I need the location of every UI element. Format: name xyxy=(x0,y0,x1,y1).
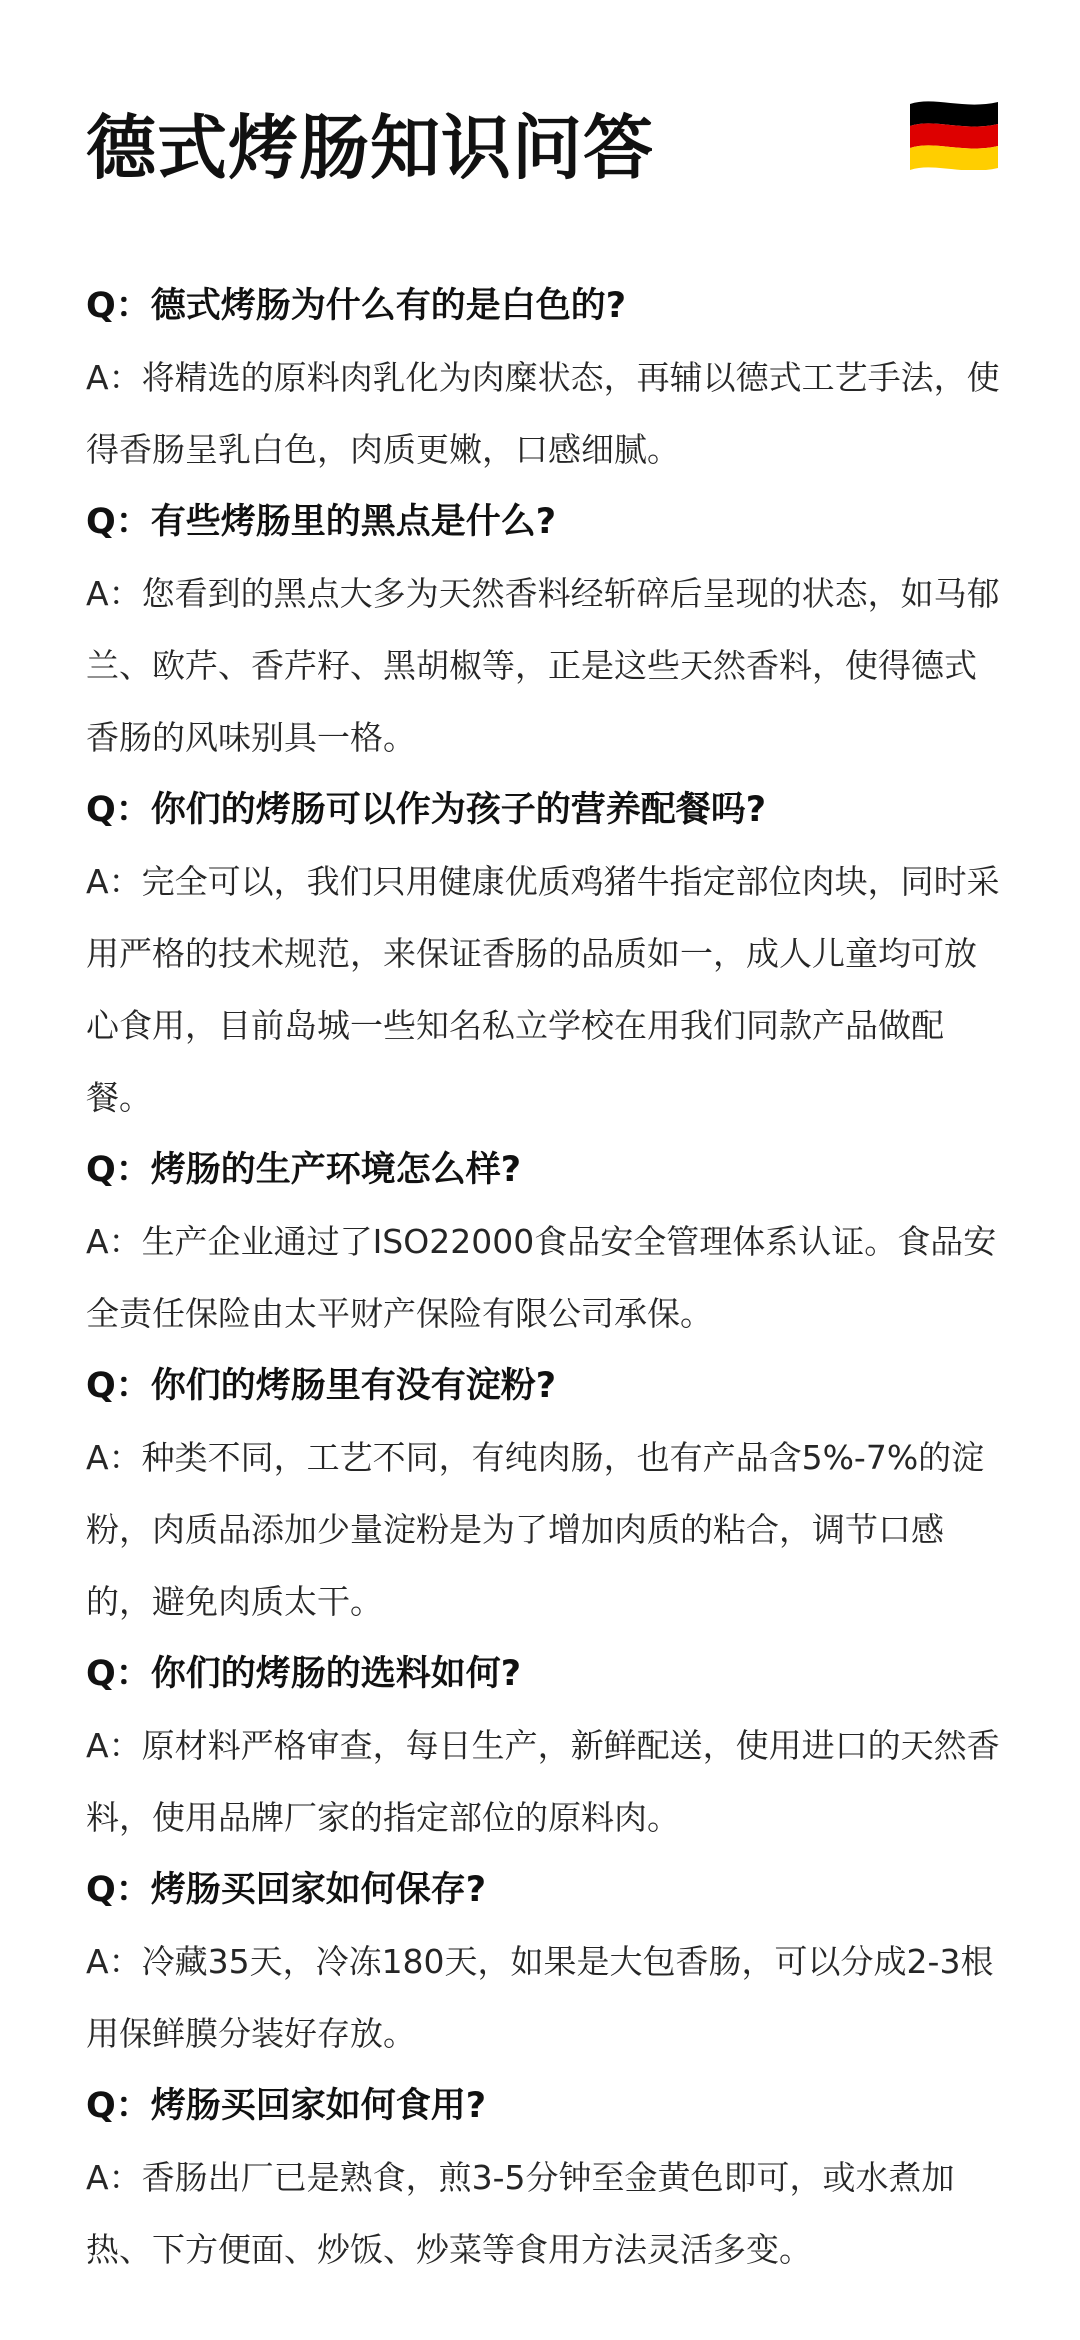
germany-flag-icon xyxy=(904,98,1004,170)
qa-item xyxy=(86,774,1002,1134)
answer-text: A：种类不同，工艺不同，有纯肉肠，也有产品含5%-7%的淀粉，肉质品添加少量淀粉是为了增加肉质的粘合，调节口感的，避免肉质太干。 xyxy=(86,1438,985,1621)
question-text: Q：烤肠买回家如何保存? xyxy=(86,1870,487,1910)
qa-item xyxy=(86,1134,1002,1350)
qa-item xyxy=(86,2070,1002,2286)
answer-text: A：完全可以，我们只用健康优质鸡猪牛指定部位肉块，同时采用严格的技术规范，来保证香肠的品质如一，成人儿童均可放心食用，目前岛城一些知名私立学校在用我们同款产品做配餐。 xyxy=(86,862,1000,1117)
answer-text: A：原材料严格审查，每日生产，新鲜配送，使用进口的天然香料，使用品牌厂家的指定部位的原料肉。 xyxy=(86,1726,1000,1837)
page-title: 德式烤肠知识问答 xyxy=(86,107,654,189)
question-text: Q：你们的烤肠里有没有淀粉? xyxy=(86,1366,557,1406)
answer-text: A：您看到的黑点大多为天然香料经斩碎后呈现的状态，如马郁兰、欧芹、香芹籽、黑胡椒等，正是这些天然香料，使得德式香肠的风味别具一格。 xyxy=(86,574,1000,757)
page-header xyxy=(86,98,1006,198)
answer-text: A：香肠出厂已是熟食，煎3-5分钟至金黄色即可，或水煮加热、下方便面、炒饭、炒菜等食用方法灵活多变。 xyxy=(86,2158,955,2269)
question-text: Q：有些烤肠里的黑点是什么? xyxy=(86,502,557,542)
question-text: Q：烤肠的生产环境怎么样? xyxy=(86,1150,522,1190)
qa-list xyxy=(86,270,1002,2286)
qa-item xyxy=(86,1854,1002,2070)
question-text: Q：你们的烤肠的选料如何? xyxy=(86,1654,522,1694)
qa-item xyxy=(86,1638,1002,1854)
qa-item xyxy=(86,270,1002,486)
answer-text: A：冷藏35天，冷冻180天，如果是大包香肠，可以分成2-3根用保鲜膜分装好存放。 xyxy=(86,1942,994,2053)
answer-text: A：生产企业通过了ISO22000食品安全管理体系认证。食品安全责任保险由太平财产保险有限公司承保。 xyxy=(86,1222,997,1333)
question-text: Q：烤肠买回家如何食用? xyxy=(86,2086,487,2126)
qa-item xyxy=(86,486,1002,774)
question-text: Q：你们的烤肠可以作为孩子的营养配餐吗? xyxy=(86,790,767,830)
answer-text: A：将精选的原料肉乳化为肉糜状态，再辅以德式工艺手法，使得香肠呈乳白色，肉质更嫩，口感细腻。 xyxy=(86,358,1000,469)
qa-item xyxy=(86,1350,1002,1638)
question-text: Q：德式烤肠为什么有的是白色的? xyxy=(86,286,627,326)
